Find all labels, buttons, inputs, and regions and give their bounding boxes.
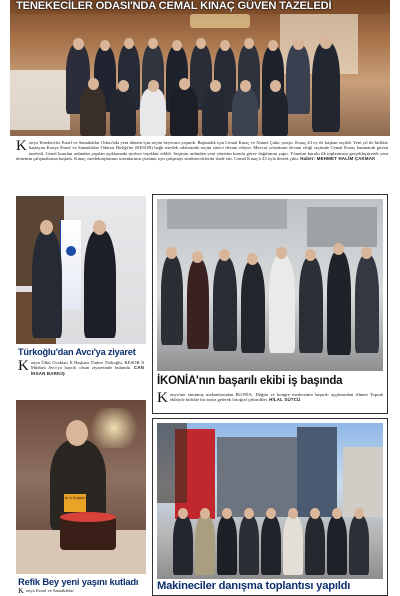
face: [270, 80, 281, 92]
story-ikonia-headline: İKONİA'nın başarılı ekibi iş başında: [157, 375, 343, 387]
person: [305, 515, 325, 575]
face: [73, 38, 84, 50]
room-lamp: [190, 14, 250, 28]
face: [166, 247, 177, 259]
story-ziyaret: [16, 196, 146, 386]
story-makineciler-headline: Makineciler danışma toplantısı yapıldı: [157, 580, 351, 592]
story-ziyaret-headline: Türkoğlu'dan Avcı'ya ziyaret: [18, 347, 136, 357]
face: [179, 78, 190, 90]
top-story: [10, 0, 390, 185]
top-story-body: [16, 140, 388, 184]
person: [80, 86, 106, 136]
building-glass: [297, 427, 337, 517]
kitchen-hood: [167, 199, 287, 229]
face: [118, 80, 129, 92]
person: [187, 259, 209, 349]
story-ikonia-dropcap: K: [157, 392, 168, 406]
story-refik: [16, 400, 146, 594]
face: [244, 38, 254, 49]
story-refik-photo: [16, 400, 146, 574]
table-cloth: [10, 70, 70, 130]
person: [327, 251, 351, 355]
person: [232, 88, 258, 136]
face: [93, 220, 106, 235]
face: [200, 508, 210, 519]
story-ikonia-body: [157, 392, 383, 410]
story-ikonia-text: onya'nın tanınmış mekanlarından İKONİA, Düğün ve kongre merkezinin başarılı aşçılarından Ahmet Toprak ekibiyle birlikte bir araya gelerek fotoğraf çektirdiler.: [169, 392, 383, 403]
face: [354, 508, 364, 519]
story-makineciler: [152, 418, 388, 596]
person: [312, 42, 340, 132]
person: [286, 44, 310, 114]
flag-emblem: [66, 246, 76, 256]
story-refik-dropcap: K: [18, 588, 24, 594]
story-refik-text: onya Esnaf ve Sanatkârlar: [25, 588, 74, 593]
person: [269, 255, 295, 353]
face: [88, 78, 99, 90]
face: [148, 80, 159, 92]
person: [173, 515, 193, 575]
face: [100, 40, 110, 51]
face: [220, 40, 230, 51]
building-right: [343, 447, 383, 517]
lights: [86, 408, 142, 448]
person: [161, 255, 183, 345]
face: [240, 80, 251, 92]
person: [32, 230, 62, 338]
face: [310, 508, 320, 519]
story-ikonia-credit: HİLAL SÜTCÜ: [269, 397, 301, 403]
top-story-photo: [10, 0, 390, 136]
person: [261, 515, 281, 575]
face: [361, 247, 372, 259]
person: [262, 88, 288, 136]
top-story-credit: Haber: MEHMET HALİM ÇAKMAK: [300, 156, 376, 162]
face: [219, 249, 230, 261]
story-refik-body: [18, 588, 144, 594]
person: [170, 86, 198, 136]
face: [124, 38, 134, 49]
flag: [60, 220, 81, 310]
person: [84, 230, 116, 338]
person: [239, 515, 259, 575]
face: [266, 508, 276, 519]
face: [293, 38, 304, 50]
kitchen-shelf: [307, 207, 377, 247]
person: [299, 257, 323, 353]
person: [202, 88, 228, 136]
face: [148, 38, 158, 49]
face: [288, 508, 298, 519]
story-ziyaret-dropcap: K: [18, 360, 29, 374]
face: [192, 251, 203, 263]
story-ikonia-photo: [157, 199, 383, 371]
face: [40, 220, 53, 235]
person: [327, 515, 347, 575]
top-story-headline: TENEKECİLER ODASI'NDA CEMAL KINAÇ GÜVEN TAZELEDİ: [16, 0, 332, 12]
person: [140, 88, 166, 136]
top-story-text: onya Tenekeciler Esnaf ve Sanatkârlar Odası'nda yeni dönem için seçim heyecanı yaşandı. Başkanlık için Cemal Kınaç ve Ahmet Çakır yarıştı. Kınaç 43 oy ile başkan seçildi. Yeni yıl ile birlikte başlayan Konya Esnaf ve Sanatkârlar Odaları Birliği'ne (KESOB) bağlı meslek odalarında seçim süreci devam ediyor. Mevcut yönetimin devam ettiği seçimde Cemal Kınaç kazanarak güven tazeledi. Genel kurulun ardından yapılan açıklamada üyelere teşekkür edildi. Seçimin ardından yeni yönetim kurulu görev dağılımını yaptı. Yönetim kurulu ilk toplantısını gerçekleştirerek yeni dönemin çalışmalarına başladı. Kınaç, meslektaşlarının sorunlarının çözümü için çalışmayı sürdüreceklerini ifade etti. Cemal Kınaç'a 43 oyla destek çıktı.: [16, 140, 388, 162]
face: [276, 247, 287, 259]
face: [196, 38, 206, 49]
face: [320, 36, 332, 49]
face: [172, 40, 182, 51]
cake-card-text: İyi ki Doğdun: [64, 496, 86, 500]
face: [268, 40, 278, 51]
face: [244, 508, 254, 519]
face: [210, 80, 221, 92]
face: [332, 508, 342, 519]
story-ziyaret-text: onya Ülkü Ocakları İl Başkanı Türker Türkoğlu, KESOB İl Müdürü Avcı'ya hayırlı olsun ziyaretinde bulundu.: [30, 360, 144, 371]
person: [217, 515, 237, 575]
story-refik-headline: Refik Bey yeni yaşını kutladı: [18, 576, 139, 587]
face: [178, 508, 188, 519]
person: [195, 515, 215, 575]
top-story-dropcap: K: [16, 140, 27, 154]
person: [283, 515, 303, 575]
person: [213, 257, 237, 351]
story-ziyaret-photo: [16, 196, 146, 344]
story-ziyaret-body: [18, 360, 144, 384]
story-makineciler-photo: [157, 423, 383, 579]
person: [110, 88, 136, 136]
face: [333, 243, 344, 255]
face: [247, 253, 258, 265]
face: [222, 508, 232, 519]
story-ikonia: [152, 194, 388, 414]
face: [305, 249, 316, 261]
person: [349, 515, 369, 575]
person: [241, 261, 265, 353]
cake-top: [60, 512, 116, 522]
face: [66, 420, 88, 446]
building-grey: [217, 437, 297, 517]
story-ziyaret-credit: CAN İHSAN BARKIŞ: [30, 365, 144, 376]
person: [355, 255, 379, 353]
tree: [157, 423, 187, 503]
